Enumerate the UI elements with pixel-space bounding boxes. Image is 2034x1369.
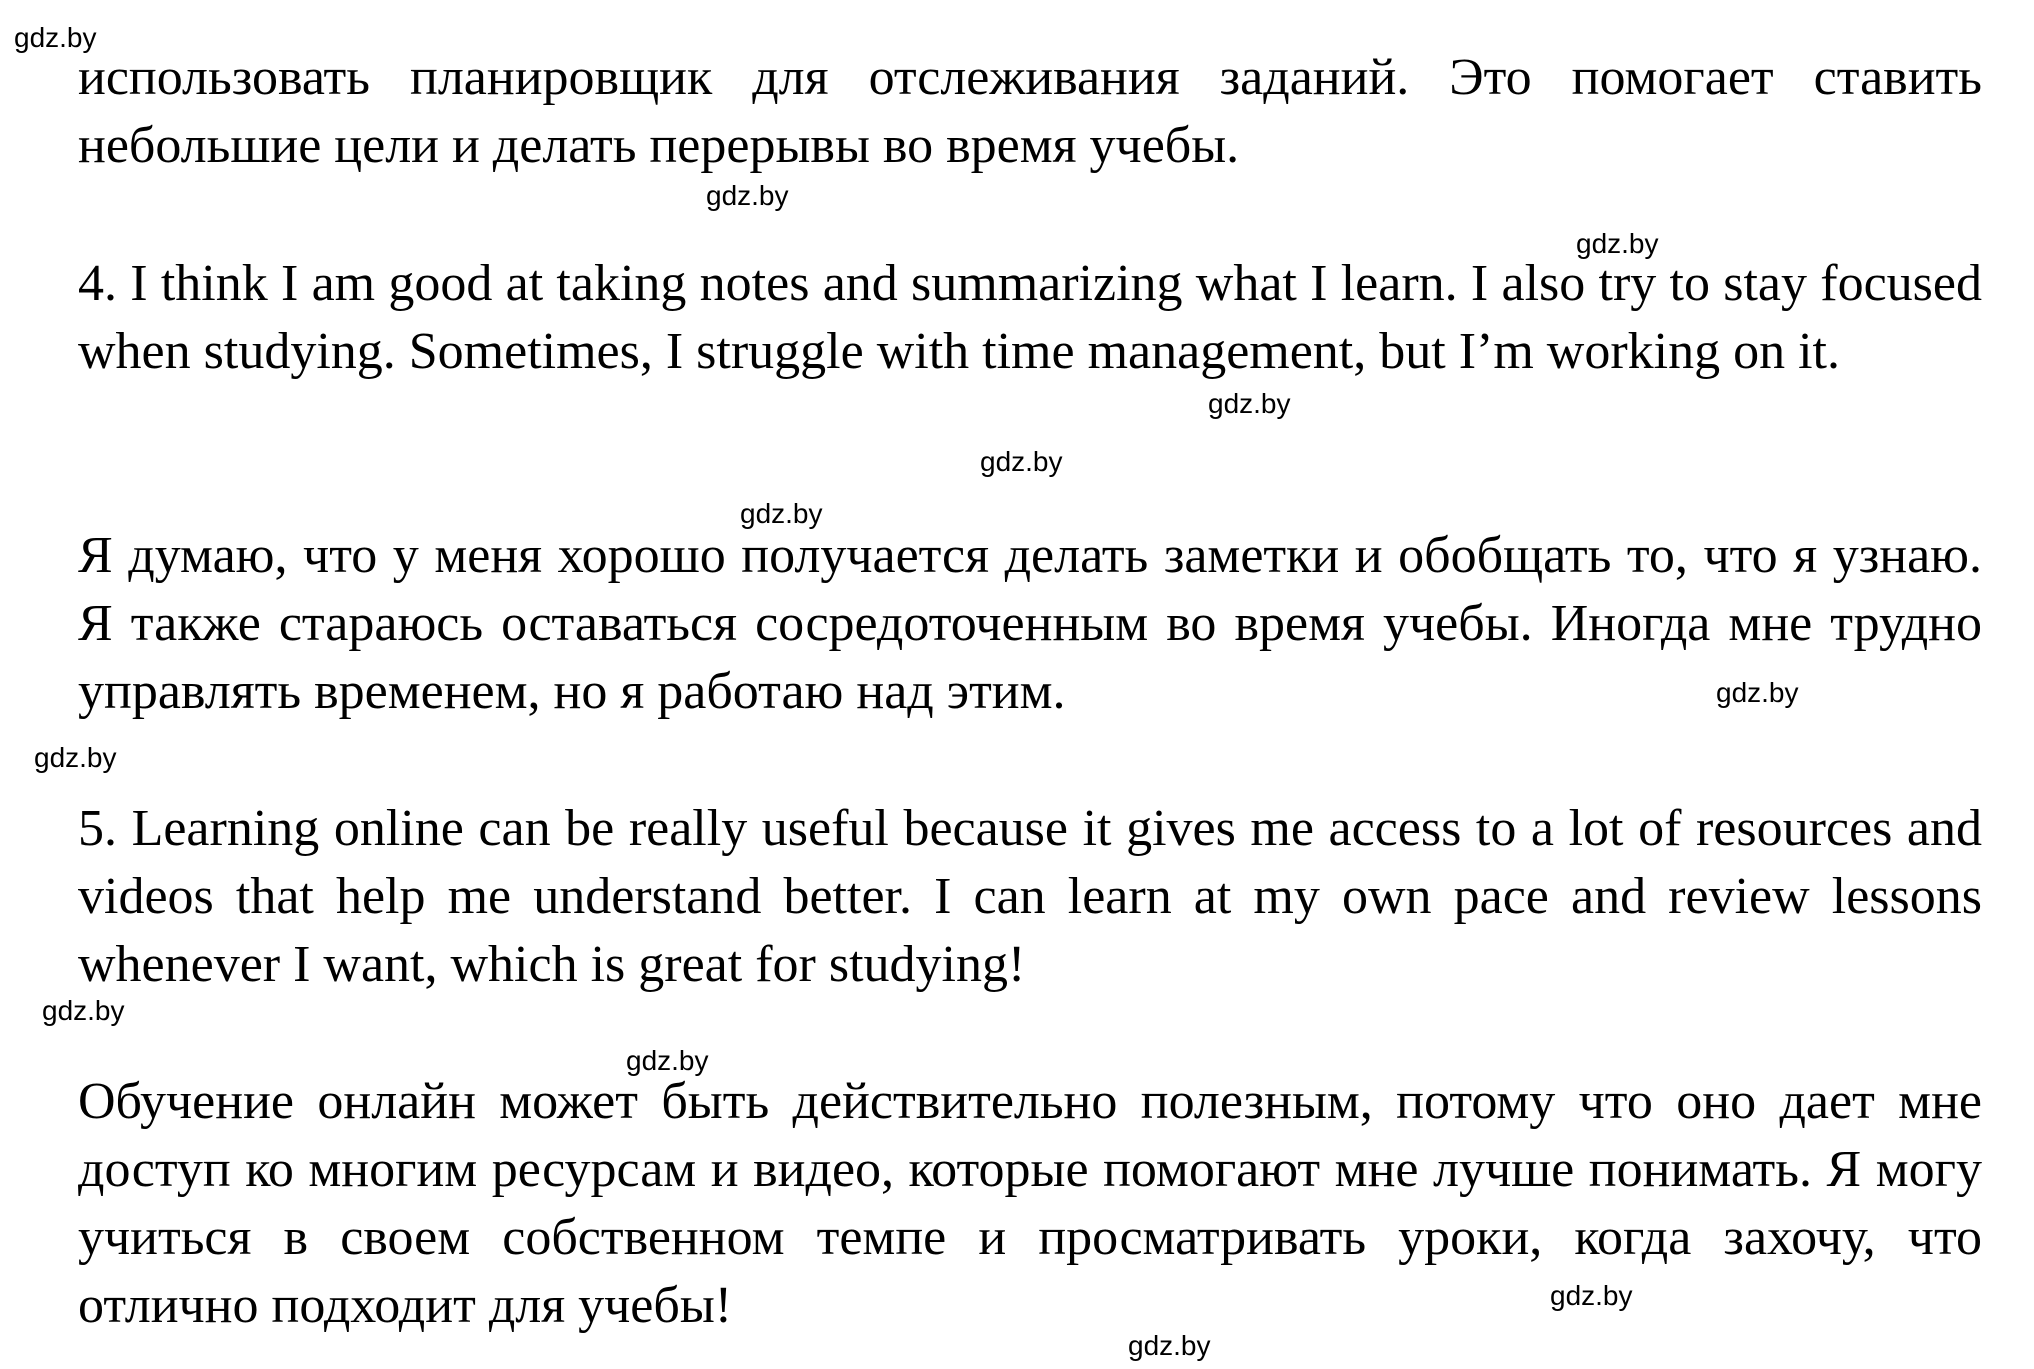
watermark: gdz.by bbox=[1208, 388, 1291, 419]
paragraph-3-answer-4-ru: Я думаю, что у меня хорошо получается делать заметки и обобщать то, что я узнаю. Я также стараюсь оставаться сосредоточенным во время учебы. Иногда мне трудно управлять временем, но я работаю над этим. bbox=[78, 527, 1982, 720]
watermark: gdz.by bbox=[980, 446, 1063, 477]
watermark: gdz.by bbox=[740, 498, 823, 529]
watermark: gdz.by bbox=[14, 22, 97, 53]
paragraph-4-answer-5-en: 5. Learning online can be really useful because it gives me access to a lot of resources and videos that help me understand better. I can learn at my own pace and review lessons whenever I want, which is great for studying! bbox=[78, 800, 1982, 993]
watermark: gdz.by bbox=[34, 742, 117, 773]
watermark: gdz.by bbox=[1716, 677, 1799, 708]
paragraph-5-answer-5-ru: Обучение онлайн может быть действительно полезным, потому что оно дает мне доступ ко многим ресурсам и видео, которые помогают мне лучше понимать. Я могу учиться в своем собственном темпе и просматривать уроки, когда захочу, что отлично подходит для учебы! bbox=[78, 1073, 1982, 1334]
paragraph-1-ru-continued: использовать планировщик для отслеживания заданий. Это помогает ставить небольшие цели и делать перерывы во время учебы. bbox=[78, 49, 1982, 174]
watermark: gdz.by bbox=[1128, 1330, 1211, 1361]
watermark: gdz.by bbox=[42, 995, 125, 1026]
watermark: gdz.by bbox=[1550, 1280, 1633, 1311]
watermark: gdz.by bbox=[1576, 228, 1659, 259]
watermark: gdz.by bbox=[706, 180, 789, 211]
watermark: gdz.by bbox=[626, 1045, 709, 1076]
paragraph-2-answer-4-en: 4. I think I am good at taking notes and summarizing what I learn. I also try to stay focused when studying. Sometimes, I struggle with time management, but I’m working on it. bbox=[78, 255, 1982, 380]
